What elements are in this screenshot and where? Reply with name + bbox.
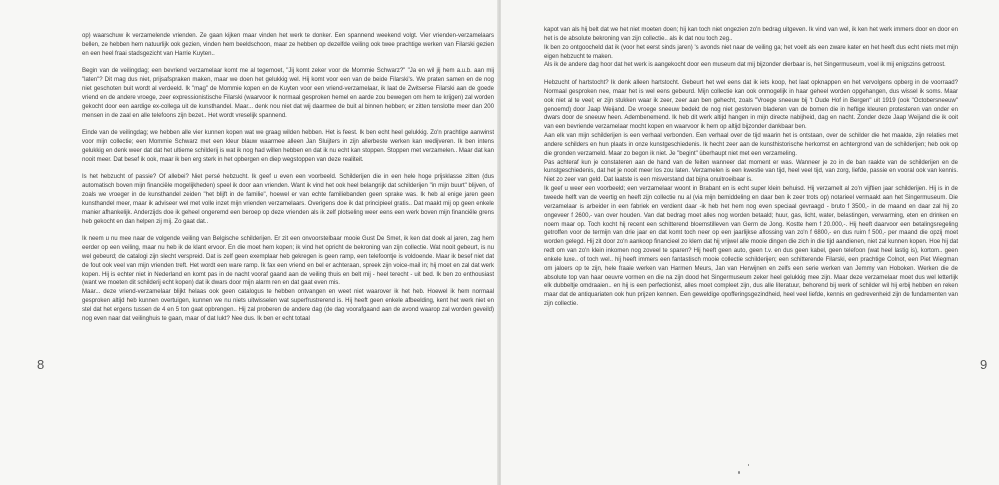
paragraph: Pas achteraf kun je constateren aan de hand van de feiten wanneer dat moment er was. Wanneer je zo in de ban raakte van de schilderijen en de kunstgeschiedenis, dat het je nooit meer los zou laten. Verzamelen is een kwestie van tijd, heel veel tijd, van zorg, liefde, passie en vooral ook van kennis. Niet zo zeer van geld. Dat laatste is een misverstand dat bijna onuitroeibaar is.: [544, 159, 958, 184]
paragraph: Hebzucht of hartstocht? Ik denk alleen hartstocht. Gebeurt het wel eens dat ik iets koop, het laat opknappen en het vervolgens opberg in de voorraad? Normaal gesproken nee, maar het is wel eens gebeurd. Mijn collectie kan ook onmogelijk in haar geheel worden opgehangen, dus wissel ik soms. Maar ook niet al te veel; er zijn stukken waar ik zeer, zeer aan ben gehecht, zoals "Vroege sneeuw bij 't Oude Hof in Bergen" uit 1919 (ook "Octobersneeuw" genoemd) door Jaap Weijand. De vroege sneeuw bedekt de nog niet gestorven bladeren van de bomen die in heftige kleuren protesteren van onder en dwars door de sneeuw heen. Adembenemend. Ik heb dit werk altijd hangen in mijn directe nabijheid, dag en nacht. Zonder deze Jaap Weijand die ik ooit van een bevriende verzamelaar mocht kopen en waarvoor ik hem op altijd bijzonder dankbaar ben.: [544, 80, 958, 131]
left-text-column: [82, 32, 494, 324]
paragraph: Begin van de veilingdag; een bevriend verzamelaar komt me al tegemoet, "Jij komt zeker voor de Mommie Schwarz?" "Ja en wil jij hem a.u.b. aan mij "laten"? Dit mag dus niet, prijsafspraken maken, maar we doen het gelukkig wel. Hij komt voor een van de beide Filarski's. We praten samen en de nog niet geschoten buit wordt al verdeeld. Ik "mag" de Mommie kopen en de Kuyten voor een vriend-verzamelaar, ik laat de Zwitserse Filarski aan de goede vriend en de andere vroege, zeer expressionistische Filarski (waarvoor ik normaal gesproken hemel en aarde zou bewegen om hem te krijgen) zal worden gekocht door een aardige ex-collega uit de kunsthandel. Maar... denk nou niet dat wij daarmee de buit al binnen hebben; er zitten tenslotte meer dan 200 mensen in de zaal en alle telefoons zijn bezet.. Het wordt vreselijk spannend.: [82, 68, 494, 119]
paragraph: kapot van als hij belt dat we het niet moeten doen; hij kan toch niet ongezien zo'n bedrag uitgeven. Ik vind van wel, ik ken het werk immers door en door en het is de absolute bekroning van zijn collectie.. als ik dat nou toch zeg..: [544, 27, 958, 42]
paragraph: op) waarschuw ik verzamelende vrienden. Ze gaan kijken maar vinden het werk te donker. Een spannend weekend volgt. Vier vrienden-verzamelaars bellen, ze hebben hem natuurlijk ook gezien, vinden hem beeldschoon, maar ze hebben op dezelfde veiling ook twee prachtige werken van Filarski gezien en een heel fraai stadsgezicht van Harrie Kuyten..: [82, 33, 494, 57]
paper-speck: [738, 471, 740, 474]
paragraph: Aan elk van mijn schilderijen is een verhaal verbonden. Een verhaal over de tijd waarin het is ontstaan, over de schilder die het maakte, zijn relaties met andere schilders en hun plaats in onze kunstgeschiedenis. Ik hecht zeer aan de kunsthistorische herkomst en achtergrond van de schilderijen; heb ook op die gronden verzameld. Maar zo begon ik niet. Je "begint" überhaupt niet met een verzameling.: [544, 133, 958, 157]
paragraph: Is het hebzucht of passie? Of allebei? Niet persé hebzucht. Ik geef u even een voorbeeld. Schilderijen die in een hele hoge prijsklasse zitten (dus automatisch boven mijn financiële mogelijkheden) speel ik door aan vrienden. Want ik vind het ook heel belangrijk dat schilderijen "in mijn buurt" blijven, of zoals we vroeger in de kunsthandel zeiden "het blijft in de familie", hoewel er van echte familiebanden geen sprake was. Ik heb al enige jaren geen kunsthandel meer, maar ik adviseer wel met volle inzet mijn vrienden verzamelaars. Overigens doe ik dat principieel gratis.. Dat maakt mij op geen enkele manier afhankelijk. Anderzijds doe ik geheel ongeremd een beroep op deze vrienden als ik zelf plotseling weer eens een werk boven mijn financiële grens heb gekocht en dan helpen zij mij. Zo gaat dat..: [82, 174, 494, 225]
right-text-column: [544, 26, 958, 318]
page-number-left: 8: [37, 357, 45, 372]
paragraph: Als ik de andere dag hoor dat het werk is aangekocht door een museum dat mij bijzonder dierbaar is, het Singermuseum, voel ik mij enigszins getroost.: [544, 62, 946, 69]
paper-speck: [748, 464, 749, 466]
paragraph: Einde van de veilingdag; we hebben alle vier kunnen kopen wat we graag wilden hebben. Het is feest. Ik ben echt heel gelukkig. Zo'n prachtige aanwinst voor mijn collectie; een Mommie Schwarz met een kleur blauw waarmee alleen Jan Sluijters in zijn allerbeste werken kan wedijveren. Ik ben intens gelukkig en denk weer dat dat het ultieme schilderij is wat ik nog had willen hebben en dat ik nu echt kan stoppen. Stoppen met verzamelen.. Maar dat kan nooit meer. Dat besef ik ook, maar ik ben erg sterk in het opbergen en diep wegstoppen van deze realiteit.: [82, 130, 494, 163]
paragraph: Ik geef u weer een voorbeeld; een verzamelaar woont in Brabant en is echt super klein behuisd. Hij verzamelt al zo'n vijftien jaar schilderijen. Hij is in de tweede helft van de veertig en heeft zijn collectie nu al (via mijn bemiddeling en daar ben ik zeer trots op) notarieel vermaakt aan het Singermuseum. Die verzamelaar is arbeider in een fabriek en verdient daar -ik heb het hem nog even speciaal gevraagd - bruto f 3500,- in de maand en daar zal hij zo ongeveer f 2600,- van over houden. Van dat bedrag moet alles nog worden betaald; huur, gas, licht, water, belastingen, verwarming, eten en drinken en noem maar op. Toch kocht hij recent een schitterend bloemstilleven van Germ de Jong. Kostte hem f 20.000,-. Hij heeft daarvoor een betalingsregeling getroffen voor de termijn van drie jaar en dat komt toch neer op een jaarlijkse aflossing van zo'n f 6800,- en dus ruim f 500,- per maand die opzij moet worden gelegd. Hij zit door zo'n aankoop financieel zo klem dat hij vrijwel alle mooie dingen die zich in die tijd aandienen, niet zal kunnen kopen. Hoe hij dat redt om van zo'n klein inkomen nog zoveel te sparen? Hij heeft geen auto, geen t.v. en dus geen kabel, geen telefoon (wat heel lastig is), kortom.. geen enkele luxe.. of toch wel.. hij heeft immers een fantastisch mooie collectie schilderijen; een schitterende Filarski, een prachtige Colnot, een Piet Wiegman om jaloers op te zijn, hele fraaie werken van Harmen Meurs, Jan van Herwijnen en zelfs een serie werken van Jemmy van Hoboken. Werken die de absolute top van haar oeuvre vormen en die na zijn dood het Singermuseum zeker heel gelukkig mee zijn. Maar deze verzamelaar moet dus wel letterlijk elk dubbeltje omdraaien.. en hij is een perfectionist, alles moet compleet zijn, dus alle literatuur, behorend bij werk of schilder wil hij erbij hebben en reken maar dat de antiquariaten ook hun prijzen kennen. Een geweldige opofferingsgezindheid, heel veel liefde, kennis en gedrevenheid zijn de fundamenten van zijn collectie.: [544, 186, 958, 308]
paragraph: Maar... deze vriend-verzamelaar blijkt helaas ook geen catalogus te hebben ontvangen en weet niet waarover ik het heb. Hoewel ik hem normaal gesproken altijd heb kunnen overtuigen, kunnen we nu niets uitwisselen wat superfrustrerend is. Hij heeft geen enkele afbeelding, kent het werk niet en stel dat het ergens tussen de 4 en 5 ton gaat opbrengen.. Hij zal proberen de andere dag (de dag voorafgaand aan de avond waarop zal worden geveild) nog even naar dat veilinghuis te gaan, maar of dat lukt? Nee dus. Ik ben er echt totaal: [82, 289, 494, 322]
right-page: [501, 0, 999, 485]
paragraph: Ik ben zo ontgoocheld dat ik (voor het eerst sinds jaren) 's avonds niet naar de veiling ga; het voelt als een zware kater en het heeft dus echt niets met mijn eigen hebzucht te maken.: [544, 44, 958, 60]
page-number-right: 9: [980, 357, 988, 372]
paragraph: Ik neem u nu mee naar de volgende veiling van Belgische schilderijen. Er zit een onvoorstelbaar mooie Gust De Smet, ik ken dat doek al jaren, zag hem eerder op een veiling, maar nu heb ik de klant ervoor. En die moet hem kopen; ik vind het opricht de bekroning van zijn collectie. Wat nooit gebeurt, is nu wel gebeurd; de catalogi zijn slecht verspreid. Dat is zelf geen exemplaar heb gekregen is geen ramp, een telefoontje is voldoende. Maar ik besef niet dat de fout ook veel van mijn vrienden treft. Het wordt een ware ramp. Ik fax een vriend en bel er achteraan, spreek zijn voice-mail in; hij moet en zal dat werk kopen. Hij is echter niet in Nederland en komt pas in de nacht vooraf gaand aan de veiling thuis en belt mij - heel terecht - uit bed. Ik ben zo enthousiast (want we moeten dit schilderij echt kopen) dat ik dwars door mijn alarm ren en dat gaat even mis.: [82, 236, 494, 287]
left-page: [0, 0, 498, 485]
